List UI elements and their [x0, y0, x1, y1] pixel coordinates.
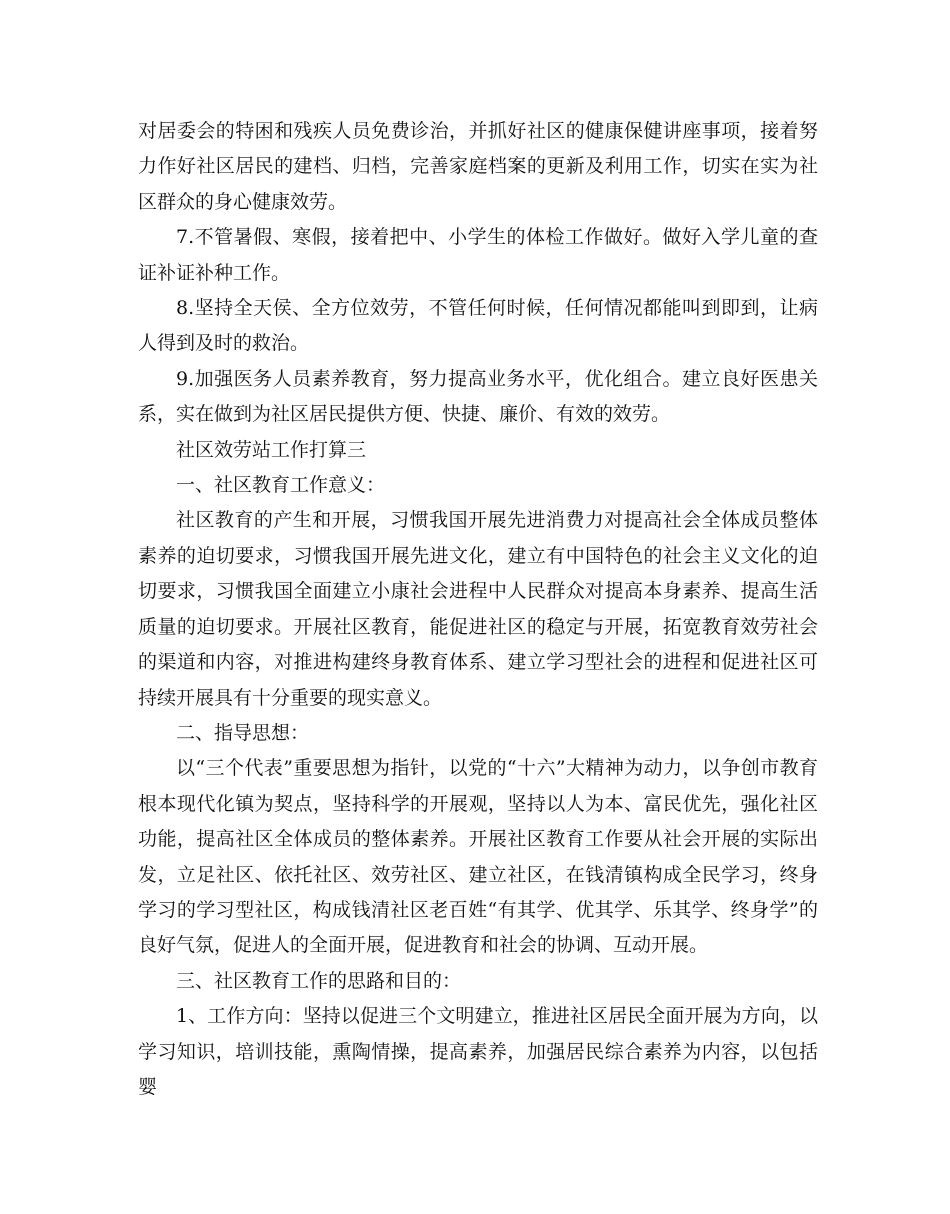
heading-section-2: 二、指导思想：	[176, 721, 310, 744]
paragraph-work-direction: 1、工作方向：坚持以促进三个文明建立，推进社区居民全面开展为方向，以学习知识，培训技能，熏陶情操，提高素养，加强居民综合素养为内容，以包括婴	[138, 1005, 818, 1098]
document-body	[138, 114, 818, 1105]
paragraph-health-services: 对居委会的特困和残疾人员免费诊治，并抓好社区的健康保健讲座事项，接着努力作好社区居民的建档、归档，完善家庭档案的更新及利用工作，切实在实为社区群众的身心健康效劳。	[138, 120, 818, 213]
paragraph-item-8: 8.坚持全天侯、全方位效劳，不管任何时候，任何情况都能叫到即到，让病人得到及时的救治。	[138, 297, 818, 355]
paragraph-item-9: 9.加强医务人员素养教育，努力提高业务水平，优化组合。建立良好医患关系，实在做到为社区居民提供方便、快捷、廉价、有效的效劳。	[138, 367, 818, 426]
paragraph-guiding-ideology: 以“三个代表”重要思想为指针，以党的“十六”大精神为动力，以争创市教育根本现代化镇为契点，坚持科学的开展观，坚持以人为本、富民优先，强化社区功能，提高社区全体成员的整体素养。开展社区教育工作要从社会开展的实际出发，立足社区、依托社区、效劳社区、建立社区，在钱清镇构成全民学习，终身学习的学习型社区，构成钱清社区老百姓“有其学、优其学、乐其学、终身学”的良好气氛，促进人的全面开展，促进教育和社会的协调、互动开展。	[138, 757, 818, 957]
paragraph-item-7: 7.不管暑假、寒假，接着把中、小学生的体检工作做好。做好入学儿童的查证补证补种工作。	[138, 226, 818, 284]
heading-section-3: 三、社区教育工作的思路和目的：	[176, 969, 462, 992]
heading-section-1: 一、社区教育工作意义：	[176, 474, 386, 497]
section-title-plan-three: 社区效劳站工作打算三	[176, 438, 367, 461]
paragraph-significance: 社区教育的产生和开展，习惯我国开展先进消费力对提高社会全体成员整体素养的迫切要求，习惯我国开展先进文化，建立有中国特色的社会主义文化的迫切要求，习惯我国全面建立小康社会进程中人民群众对提高本身素养、提高生活质量的迫切要求。开展社区教育，能促进社区的稳定与开展，拓宽教育效劳社会的渠道和内容，对推进构建终身教育体系、建立学习型社会的进程和促进社区可持续开展具有十分重要的现实意义。	[138, 509, 818, 709]
